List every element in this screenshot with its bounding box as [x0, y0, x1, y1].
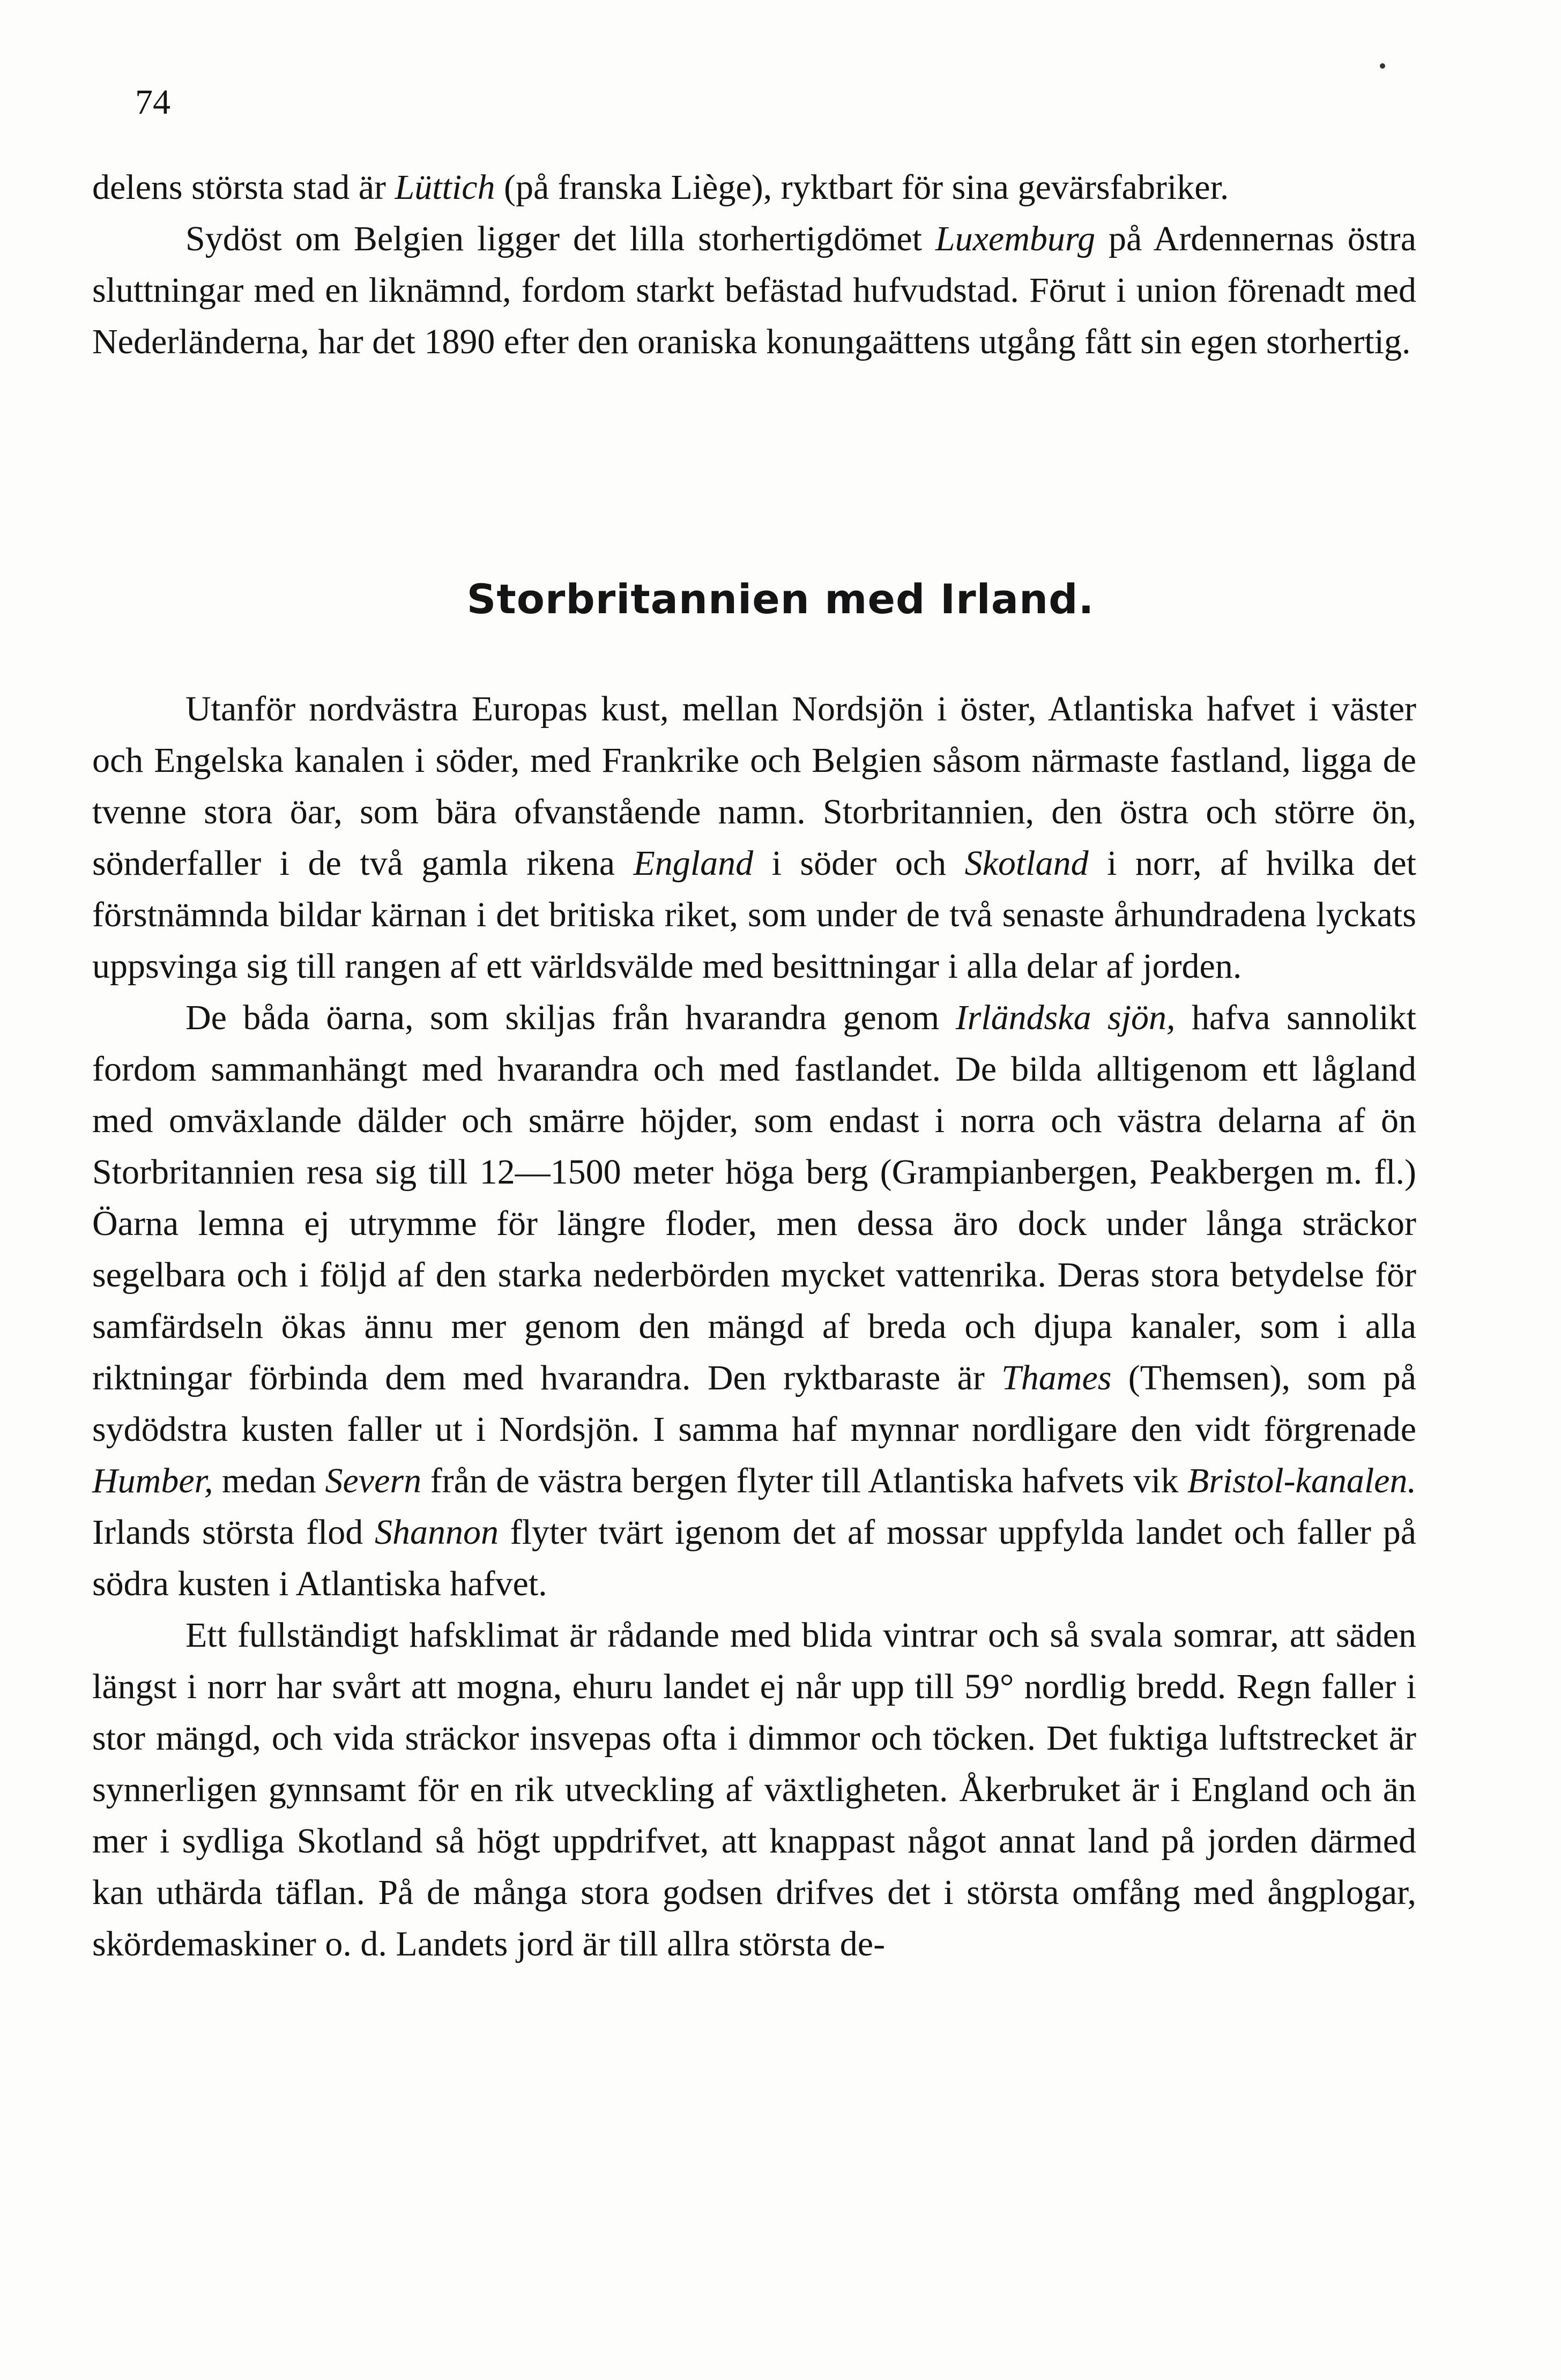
italic-term: Humber,: [92, 1461, 213, 1500]
paragraph: [92, 162, 1416, 213]
italic-term: Bristol-kanalen.: [1187, 1461, 1416, 1500]
text-run: medan: [213, 1461, 325, 1500]
italic-term: England: [633, 844, 754, 883]
print-speck: [1380, 63, 1385, 69]
text-run: Irlands största flod: [92, 1513, 375, 1552]
italic-term: Severn: [325, 1461, 422, 1500]
paragraph: [92, 213, 1416, 368]
body-text: [92, 683, 1416, 1970]
paragraph: [92, 683, 1416, 992]
text-run: Ett fullständigt hafsklimat är rådande med blida vintrar och så svala somrar, att säden längst i norr har svårt att mogna, ehuru landet ej når upp till 59° nordlig bredd. Regn faller i stor mängd, och vida sträckor insvepas ofta i dimmor och töcken. Det fuktiga luftstrecket är synnerligen gynnsamt för en rik utveckling af växtligheten. Åkerbruket är i England och än mer i sydliga Skotland så högt uppdrifvet, att knappast något annat land på jorden därmed kan uthärda täflan. På de många stora godsen drifves det i största omfång med ångplogar, skördemaskiner o. d. Landets jord är till allra största de-: [92, 1616, 1416, 1963]
italic-term: Luxemburg: [935, 219, 1096, 258]
italic-term: Lüttich: [395, 168, 495, 207]
text-run: i norr, af hvilka det förstnämnda bildar kärnan i det britiska riket, som under de två senaste århundradena lyckats uppsvinga sig till rangen af ett världsvälde med besittningar i alla delar af jorden.: [92, 844, 1416, 986]
text-run: från de västra bergen flyter till Atlantiska hafvets vik: [421, 1461, 1187, 1500]
text-run: delens största stad är: [92, 168, 395, 207]
text-run: på Ardennernas östra sluttningar med en liknämnd, fordom starkt befästad hufvudstad. Förut i union förenadt med Nederländerna, har det 1890 efter den oraniska konungaättens utgång fått sin egen storhertig.: [92, 219, 1416, 361]
intro-text: [92, 162, 1416, 368]
text-run: hafva sannolikt fordom sammanhängt med hvarandra och med fastlandet. De bilda alltigenom ett lågland med omväxlande dälder och smärre höjder, som endast i norra och västra delarna af ön Storbritannien resa sig till 12—1500 meter höga berg (Grampianbergen, Peakbergen m. fl.) Öarna lemna ej utrymme för längre floder, men dessa äro dock under långa sträckor segelbara och i följd af den starka nederbörden mycket vattenrika. Deras stora betydelse för samfärdseln ökas ännu mer genom den mängd af breda och djupa kanaler, som i alla riktningar förbinda dem med hvarandra. Den ryktbaraste är: [92, 998, 1417, 1397]
italic-term: Thames: [1001, 1358, 1112, 1397]
text-run: De båda öarna, som skiljas från hvarandra genom: [185, 998, 956, 1037]
page-number: 74: [135, 83, 170, 122]
text-run: (Themsen), som på sydödstra kusten faller ut i Nordsjön. I samma haf mynnar nordligare den vidt förgrenade: [92, 1358, 1416, 1449]
italic-term: Skotland: [964, 844, 1089, 883]
italic-term: Irländska sjön,: [955, 998, 1176, 1037]
paragraph: [92, 1610, 1416, 1970]
text-run: i söder och: [753, 844, 965, 883]
italic-term: Shannon: [374, 1513, 499, 1552]
text-run: Utanför nordvästra Europas kust, mellan Nordsjön i öster, Atlantiska hafvet i väster och Engelska kanalen i söder, med Frankrike och Belgien såsom närmaste fastland, ligga de tvenne stora öar, som bära ofvanstående namn. Storbritannien, den östra och större ön, sönderfaller i de två gamla rikena: [92, 689, 1416, 883]
section-heading: Storbritannien med Irland.: [466, 575, 1095, 623]
text-run: flyter tvärt igenom det af mossar uppfylda landet och faller på södra kusten i Atlantiska hafvet.: [92, 1513, 1416, 1603]
text-run: (på franska Liège), ryktbart för sina gevärsfabriker.: [495, 168, 1229, 207]
text-run: Sydöst om Belgien ligger det lilla storhertigdömet: [185, 219, 935, 258]
paragraph: [92, 992, 1416, 1610]
